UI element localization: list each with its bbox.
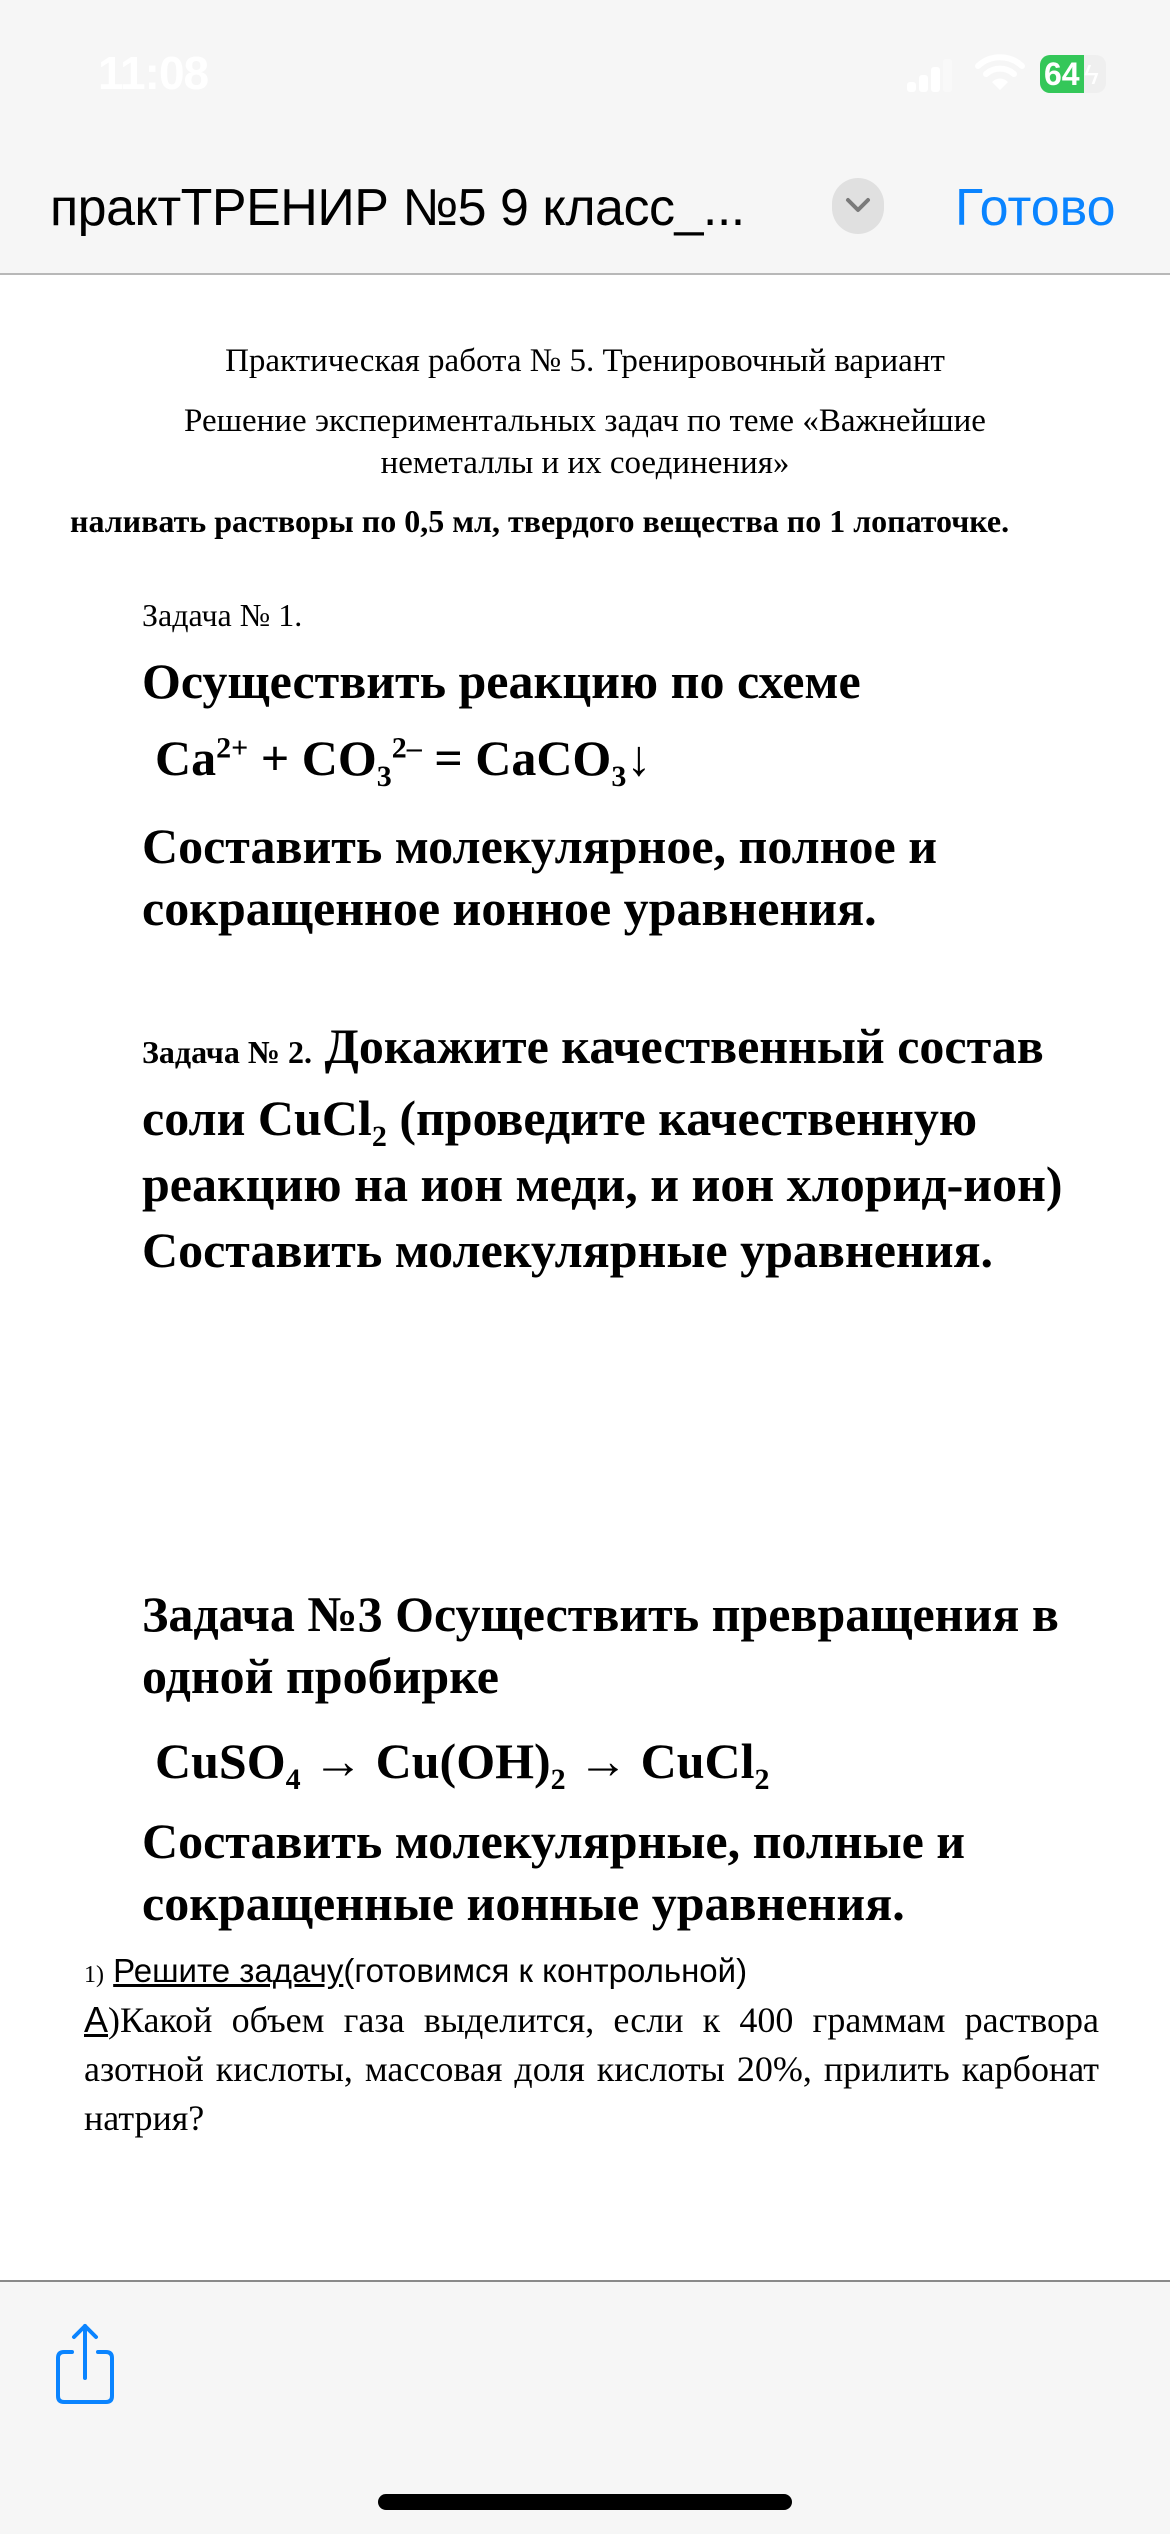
task1-equation	[155, 727, 652, 793]
title-menu-button[interactable]	[832, 178, 884, 234]
chain-s2: Cu(OH)	[375, 1733, 551, 1789]
homework-number: 1)	[84, 1962, 104, 1988]
eq-product: CaCO	[475, 730, 612, 786]
task1-tail: Составить молекулярное, полное и сокращенное ионное уравнения.	[142, 818, 938, 936]
homework-heading-rest: (готовимся к контрольной)	[343, 1952, 748, 1989]
home-indicator[interactable]	[378, 2494, 792, 2510]
eq-equals: =	[421, 730, 476, 786]
eq-product-sub: 3	[611, 760, 627, 793]
arrow-right-icon: →	[300, 1733, 376, 1789]
eq-ion2-charge: 2–	[391, 731, 422, 765]
task1-label: Задача № 1.	[142, 597, 303, 633]
nav-bar	[0, 150, 1170, 275]
task3-chain	[155, 1730, 770, 1796]
instructions-note: наливать растворы по 0,5 мл, твердого вещества по 1 лопаточке.	[70, 503, 1010, 539]
eq-ion1: Ca	[155, 730, 217, 786]
task1-instruction: Осуществить реакцию по схеме	[142, 653, 861, 709]
homework-heading	[84, 1952, 747, 1990]
chevron-down-icon	[845, 194, 871, 216]
homework-heading-underlined: Решите задачу	[113, 1952, 344, 1989]
chain-s3: CuCl	[640, 1733, 755, 1789]
chain-s3-sub: 2	[754, 1763, 770, 1796]
task2-block	[142, 1013, 1102, 1283]
chain-s1: CuSO	[155, 1733, 286, 1789]
precipitate-arrow-icon: ↓	[626, 730, 652, 786]
task2-label: Задача № 2.	[142, 1034, 312, 1070]
status-time: 11:08	[98, 47, 209, 99]
task2-text-before: Докажите качественный состав соли	[142, 1018, 1044, 1146]
battery-charging-icon	[1040, 55, 1106, 93]
bolt-icon: ϟ	[1084, 59, 1099, 90]
document-page	[0, 275, 1170, 2138]
signal-icon	[907, 58, 951, 92]
task3-heading: Задача №3 Осуществить превращения в одной пробирке	[142, 1586, 1059, 1704]
homework-item-text: )Какой объем газа выделится, если к 400 граммам раствора азотной кислоты, массовая доля кислоты 20%, прилить карбонат натрия?	[84, 2000, 1099, 2138]
document-heading: Практическая работа № 5. Тренировочный вариант	[225, 343, 945, 379]
task3-tail: Составить молекулярные, полные и сокращенные ионные уравнения.	[142, 1813, 966, 1931]
arrow-right-icon: →	[565, 1733, 641, 1789]
homework-item	[84, 1995, 1099, 2143]
share-button[interactable]	[52, 2322, 118, 2406]
task2-text-after: (проведите качественную реакцию на ион меди, и ион хлорид-ион) Составить молекулярные уравнения.	[142, 1090, 1063, 1278]
status-bar	[0, 0, 1170, 150]
document-title[interactable]: практТРЕНИР №5 9 класс_...	[50, 179, 745, 237]
eq-plus: +	[248, 730, 302, 786]
wifi-icon	[975, 52, 1025, 92]
bottom-toolbar	[0, 2280, 1170, 2534]
eq-ion2: CO	[301, 730, 377, 786]
eq-ion1-charge: 2+	[216, 731, 249, 765]
homework-item-letter: А	[84, 1999, 109, 2040]
chain-s1-sub: 4	[285, 1763, 301, 1796]
eq-ion2-sub: 3	[376, 760, 392, 793]
share-icon	[52, 2322, 118, 2406]
task2-formula: CuCl	[257, 1090, 372, 1146]
document-subheading: Решение экспериментальных задач по теме «Важнейшие неметаллы и их соединения»	[184, 403, 986, 481]
battery-percent: 64	[1044, 56, 1080, 92]
task2-formula-sub: 2	[371, 1120, 387, 1153]
done-button[interactable]: Готово	[955, 179, 1116, 237]
chain-s2-sub: 2	[550, 1763, 566, 1796]
